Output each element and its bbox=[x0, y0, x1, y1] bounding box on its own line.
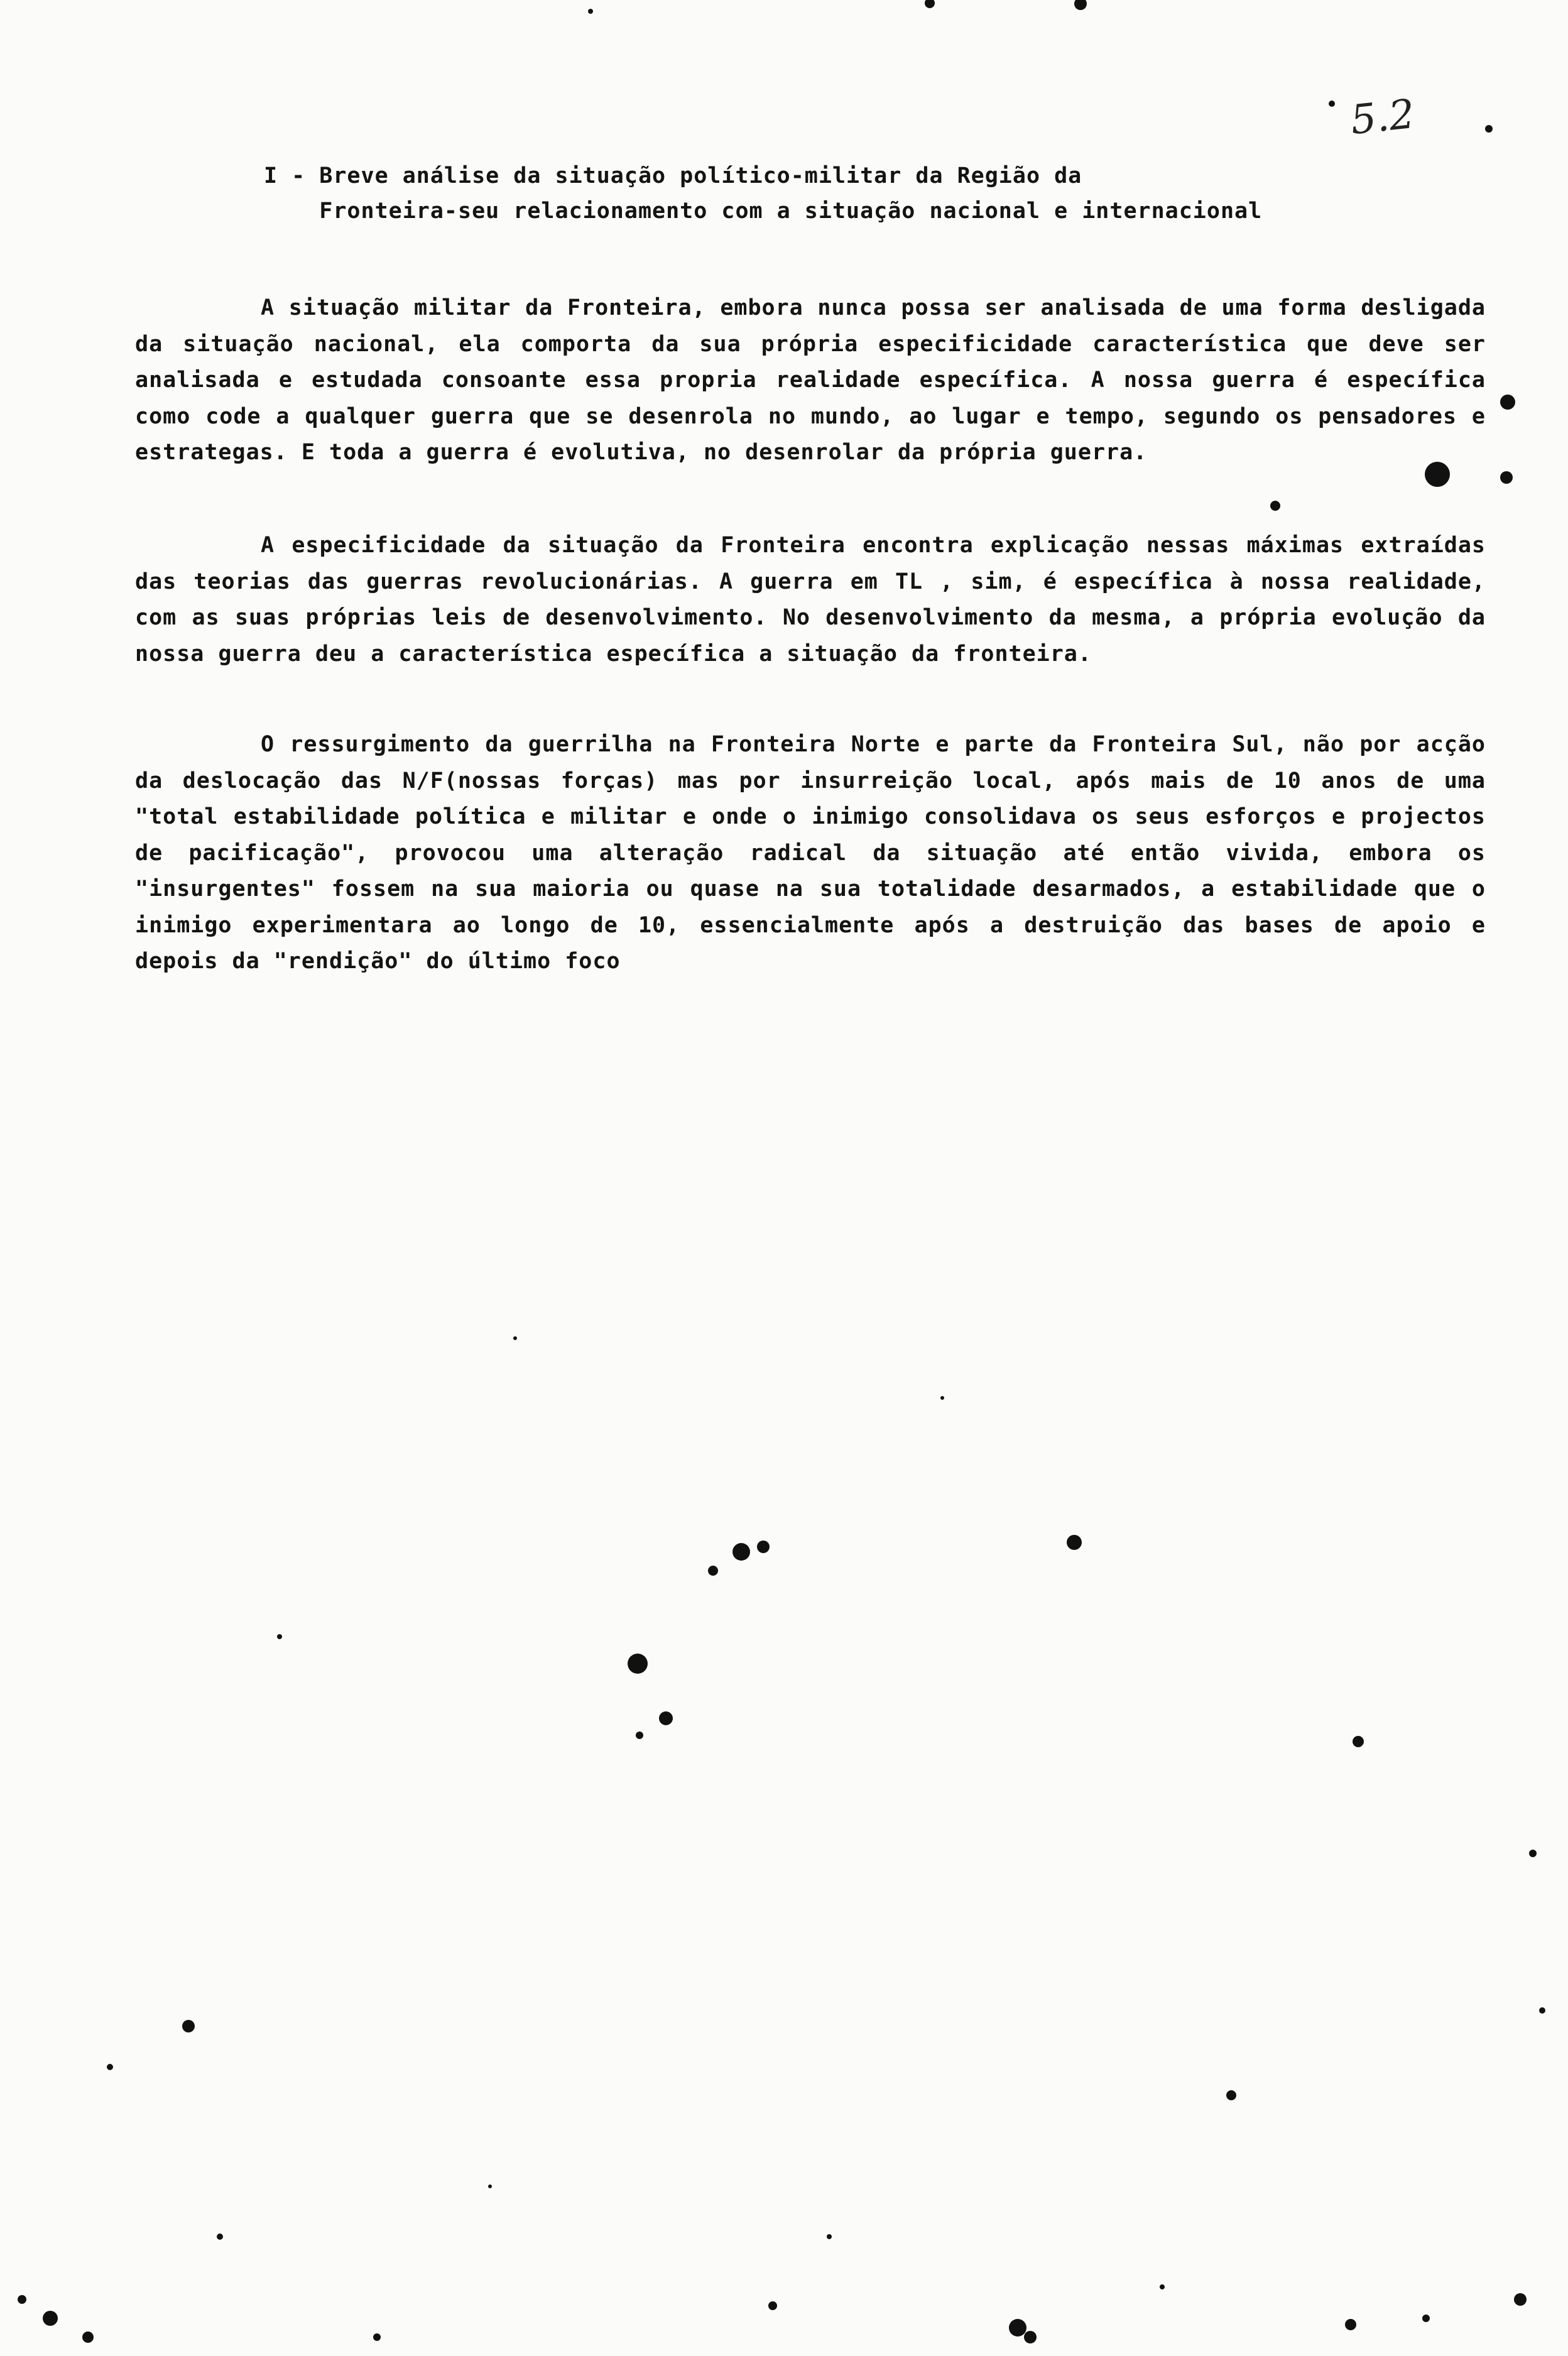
paragraph-1: A situação militar da Fronteira, embora nunca possa ser analisada de uma forma desligada da situação nacional, ela comporta da sua própria especificidade característica que deve ser analisada e estudada consoante essa propria realidade específica. A nossa guerra é específica como code a qualquer guerra que se desenrola no mundo, ao lugar e tempo, segundo os pensadores e estrategas. E toda a guerra é evolutiva, no desenrolar da própria guerra. bbox=[135, 295, 1486, 465]
section-heading bbox=[264, 158, 1457, 229]
page-number: 5.2 bbox=[1348, 90, 1417, 145]
heading-line-2: Fronteira-seu relacionamento com a situação nacional e internacional bbox=[264, 199, 1263, 224]
paragraph-2: A especificidade da situação da Fronteira encontra explicação nessas máximas extraídas das teorias das guerras revolucionárias. A guerra em TL , sim, é específica à nossa realidade, com as suas próprias leis de desenvolvimento. No desenvolvimento da mesma, a própria evolução da nossa guerra deu a característica específica a situação da fronteira. bbox=[135, 533, 1486, 667]
heading-line-1: I - Breve análise da situação político-militar da Região da bbox=[264, 163, 1082, 188]
paragraph-3: O ressurgimento da guerrilha na Fronteira Norte e parte da Fronteira Sul, não por acção da deslocação das N/F(nossas forças) mas por insurreição local, após mais de 10 anos de uma "total estabilidade política e militar e onde o inimigo consolidava os seus esforços e projectos de pacificação", provocou uma alteração radical da situação até então vivida, embora os "insurgentes" fossem na sua maioria ou quase na sua totalidade desarmados, a estabilidade que o inimigo experimentara ao longo de 10, essencialmente após a destruição das bases de apoio e depois da "rendição" do último foco bbox=[135, 732, 1486, 974]
